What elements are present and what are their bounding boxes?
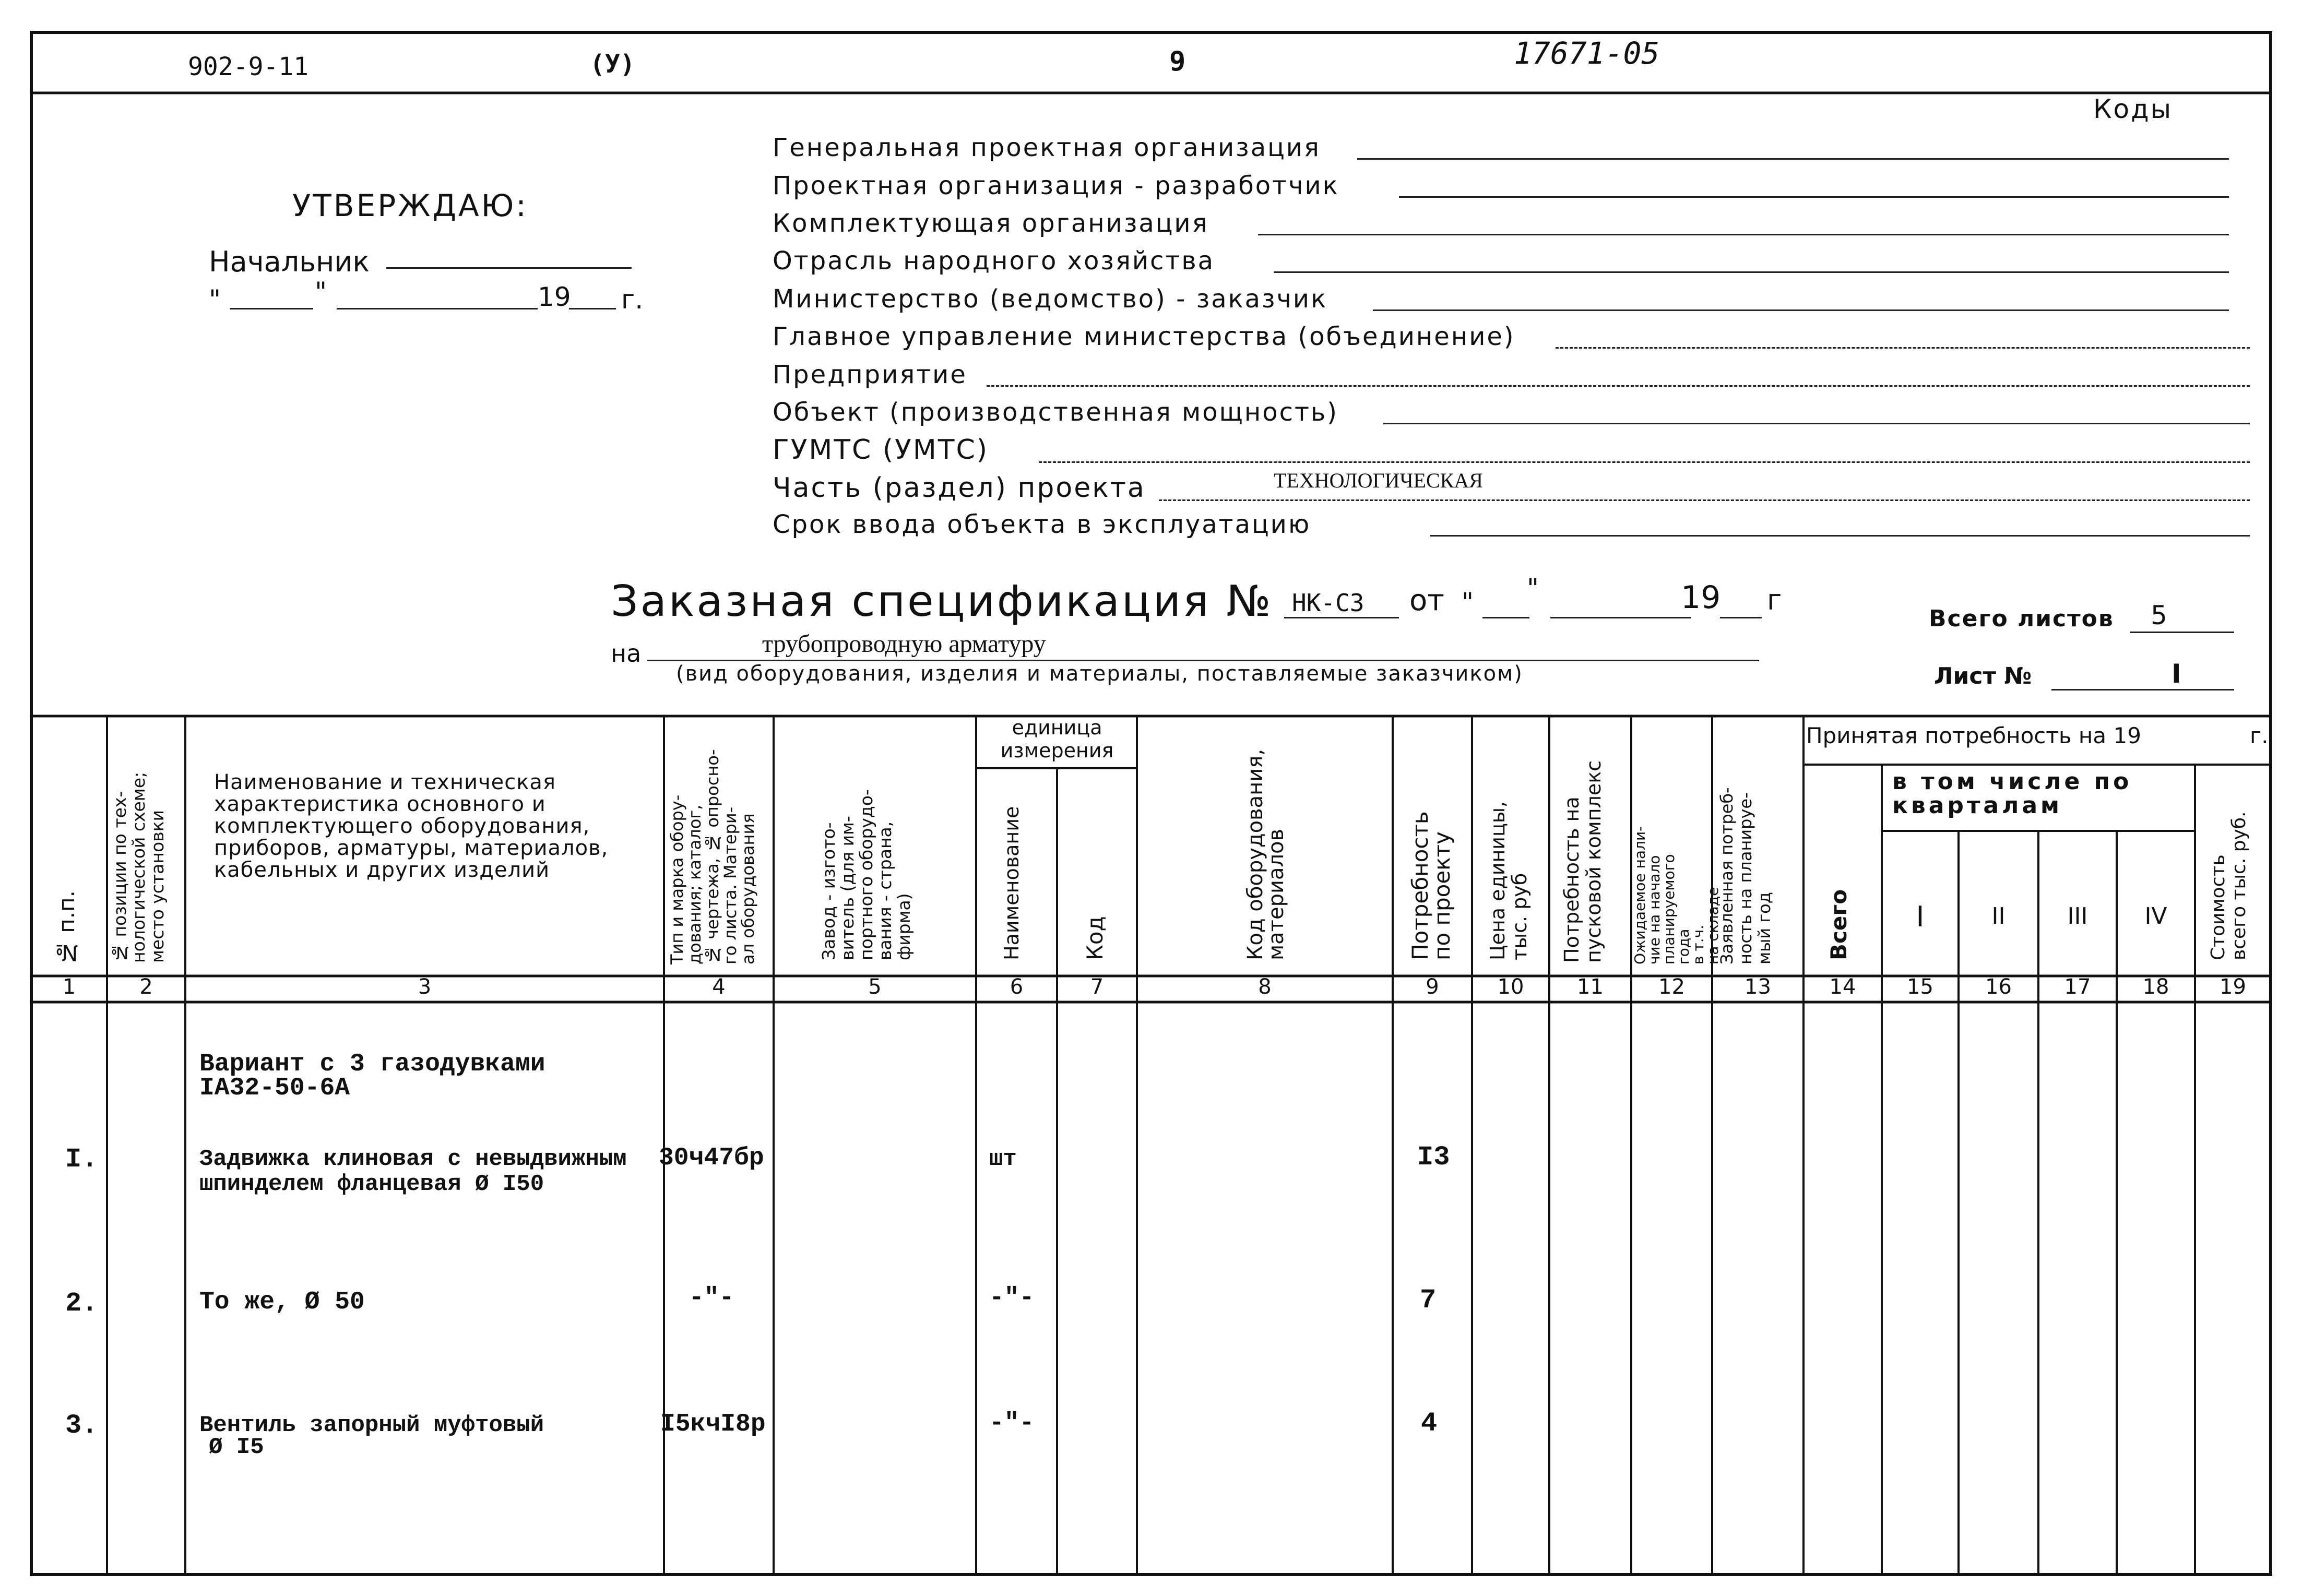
org-field-label: Проектная организация - разработчик <box>773 171 1339 200</box>
col-header-13: Заявленная потреб- ность на планируе- мый год <box>1717 787 1774 964</box>
approval-year: 19 <box>538 282 571 312</box>
spec-year-line <box>1720 617 1762 618</box>
row-3-number: 3. <box>65 1410 98 1441</box>
col-header-8: Код оборудования, материалов <box>1243 748 1288 960</box>
col-header-15: I <box>1916 900 1925 933</box>
col-number: 15 <box>1907 975 1933 999</box>
org-field-project-part <box>773 469 2250 509</box>
org-field-label: Срок ввода объекта в эксплуатацию <box>773 510 1311 539</box>
document-number: 17671-05 <box>1514 35 1660 71</box>
org-field-industry <box>773 246 2229 283</box>
org-field-label: Часть (раздел) проекта <box>773 472 1146 504</box>
col-header-7: Код <box>1082 916 1108 960</box>
col-number: 3 <box>418 975 432 999</box>
date-quote-close: " <box>315 277 327 307</box>
org-field-label: ГУМТС (УМТС) <box>773 434 989 466</box>
spec-on: на <box>611 639 642 668</box>
spec-number: НК-С3 <box>1292 589 1364 617</box>
col-number: 12 <box>1658 975 1685 999</box>
spec-from: от <box>1409 583 1444 617</box>
project-code: 902-9-11 <box>188 52 309 81</box>
col-header-12: Ожидаемое нали- чие на начало планируемого года в т.ч. на складе <box>1631 826 1722 964</box>
org-field-developer <box>773 171 2229 208</box>
sheet-number: 9 <box>1169 46 1186 77</box>
org-field-enterprise <box>773 360 2250 397</box>
spec-subject-caption: (вид оборудования, изделия и материалы, поставляемые заказчиком) <box>676 662 1523 686</box>
total-sheets-line <box>2130 632 2234 633</box>
org-field-main-directorate <box>773 322 2250 359</box>
row-3-type: I5кчI8р <box>660 1410 766 1438</box>
col-number: 13 <box>1745 975 1771 999</box>
spec-quote-close: " <box>1527 573 1539 603</box>
col-header-17: III <box>2067 903 2088 930</box>
date-quote-open: " <box>209 284 221 315</box>
org-field-general-designer <box>773 133 2229 170</box>
org-field-ministry <box>773 284 2229 321</box>
org-field-label: Главное управление министерства (объединение) <box>773 322 1515 351</box>
quarter-group-header: в том числе по кварталам <box>1892 768 2132 819</box>
col-number: 11 <box>1577 975 1604 999</box>
org-field-object <box>773 398 2250 434</box>
row-1-name-line-1: Задвижка клиновая с невыдвижным <box>199 1146 627 1172</box>
org-field-supplier <box>773 209 2229 245</box>
org-field-gumts <box>773 434 2250 471</box>
col-number: 18 <box>2142 975 2169 999</box>
variant-line-1: Вариант с 3 газодувками <box>199 1050 545 1078</box>
col-header-9: Потребность по проекту <box>1407 811 1455 960</box>
row-2-number: 2. <box>65 1288 98 1319</box>
variant-line-2: IА32-50-6А <box>199 1074 350 1102</box>
row-1-name-line-2: шпинделем фланцевая Ø I50 <box>199 1171 544 1197</box>
sheet-no-label: Лист № <box>1934 663 2032 689</box>
col-header-18: IV <box>2144 903 2167 930</box>
date-day-line <box>230 308 313 309</box>
col-header-19: Стоимость всего тыс. руб. <box>2208 811 2250 960</box>
sheet-no-line <box>2051 689 2234 690</box>
sheet-no-value: I <box>2172 659 2181 689</box>
row-2-unit: -"- <box>989 1284 1035 1312</box>
chief-signature-line <box>386 267 632 269</box>
date-month-line <box>337 308 538 309</box>
row-1-type: 30ч47бр <box>659 1144 764 1172</box>
org-field-commissioning <box>773 510 2250 546</box>
col-number: 2 <box>139 975 153 999</box>
col-header-5: Завод - изгото- витель (для им- портного оборудо- вания - страна, фирма) <box>818 789 914 960</box>
accepted-group-label: Принятая потребность на 19 <box>1806 723 2141 748</box>
approval-year-suffix: г. <box>621 284 644 315</box>
date-year-line <box>569 308 616 309</box>
row-2-qty: 7 <box>1420 1285 1437 1316</box>
col-header-1: № п.п. <box>54 890 79 966</box>
col-header-6: Наименование <box>1000 806 1023 960</box>
row-3-name-line-2: Ø I5 <box>209 1434 264 1460</box>
project-part-value: ТЕХНОЛОГИЧЕСКАЯ <box>1274 469 1483 492</box>
col-header-3: Наименование и техническая характеристика основного и комплектующего оборудования, приборов, арматуры, материалов, кабельных и других изделий <box>214 770 609 882</box>
col-number: 17 <box>2064 975 2091 999</box>
org-field-label: Генеральная проектная организация <box>773 133 1321 162</box>
row-1-unit: шт <box>989 1146 1017 1172</box>
col-header-10: Цена единицы, тыс. руб <box>1486 801 1531 960</box>
col-number: 16 <box>1985 975 2012 999</box>
row-1-number: I. <box>65 1144 98 1175</box>
spec-month-line <box>1550 617 1691 618</box>
spec-year-suffix: г <box>1767 583 1782 616</box>
col-number: 10 <box>1497 975 1524 999</box>
spec-quote-open: " <box>1462 587 1474 617</box>
org-field-label: Объект (производственная мощность) <box>773 398 1338 427</box>
row-1-qty: I3 <box>1417 1142 1450 1173</box>
spec-subject-line <box>647 660 1759 661</box>
col-number: 8 <box>1258 975 1272 999</box>
col-header-2: № позиции по тех- нологической схеме; место установки <box>110 771 168 963</box>
accepted-group-suffix: г. <box>2250 723 2269 748</box>
spec-title: Заказная спецификация № <box>611 577 1273 626</box>
project-letter: (У) <box>590 50 635 79</box>
col-number: 6 <box>1010 975 1024 999</box>
col-header-11: Потребность на пусковой комплекс <box>1560 760 1605 963</box>
row-3-name-line-1: Вентиль запорный муфтовый <box>199 1412 544 1438</box>
spec-day-line <box>1482 617 1529 618</box>
col-number: 7 <box>1090 975 1104 999</box>
col-header-16: II <box>1991 903 2006 930</box>
org-field-label: Предприятие <box>773 360 967 389</box>
unit-group-header: единица измерения <box>1000 716 1114 762</box>
total-sheets-value: 5 <box>2151 600 2167 630</box>
row-2-name-line-1: То же, Ø 50 <box>199 1288 365 1316</box>
approval-chief: Начальник <box>209 245 370 278</box>
col-number: 4 <box>712 975 726 999</box>
row-2-type: -"- <box>689 1284 734 1312</box>
col-number: 9 <box>1426 975 1439 999</box>
org-field-label: Комплектующая организация <box>773 209 1209 238</box>
col-number: 19 <box>2220 975 2246 999</box>
codes-label: Коды <box>2093 94 2173 124</box>
col-header-14: Всего <box>1826 889 1852 960</box>
org-field-label: Отрасль народного хозяйства <box>773 246 1215 276</box>
col-number: 5 <box>868 975 882 999</box>
spec-number-line <box>1284 617 1399 618</box>
spec-subject: трубопроводную арматуру <box>762 630 1046 658</box>
accepted-group-header <box>1806 723 2271 748</box>
spec-year: 19 <box>1681 579 1721 616</box>
approval-title: УТВЕРЖДАЮ: <box>292 188 528 223</box>
row-3-qty: 4 <box>1421 1408 1438 1439</box>
total-sheets-label: Всего листов <box>1929 605 2114 632</box>
col-number: 14 <box>1829 975 1856 999</box>
org-field-label: Министерство (ведомство) - заказчик <box>773 284 1328 314</box>
row-3-unit: -"- <box>989 1409 1035 1437</box>
col-number: 1 <box>62 975 76 999</box>
col-header-4: Тип и марка обору- дования; каталог, № чертежа, № опросно- го листа. Матери- ал оборудования <box>667 749 758 964</box>
